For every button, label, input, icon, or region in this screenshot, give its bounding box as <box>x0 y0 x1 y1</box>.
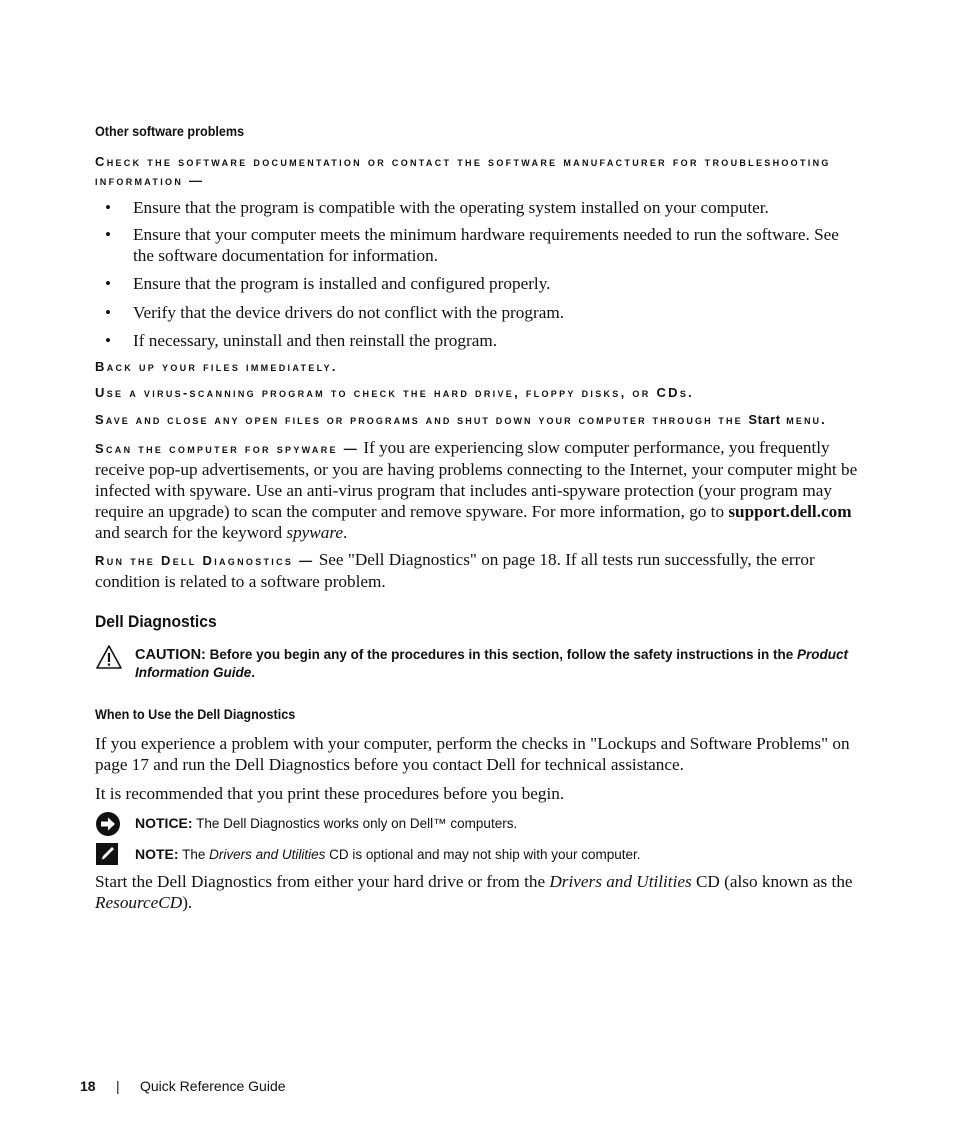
page-number: 18 <box>80 1078 96 1094</box>
diagnostics-intro-paragraph: If you experience a problem with your computer, perform the checks in "Lockups and Software Problems" on page 17 and run the Dell Diagnostics before you contact Dell for technical assistance. <box>95 734 850 774</box>
warning-triangle-icon <box>95 644 123 675</box>
save-close-heading: Save and close any open files or programs and shut down your computer through the Start menu. <box>95 412 827 427</box>
dell-diagnostics-heading: Dell Diagnostics <box>95 612 217 631</box>
start-diagnostics-paragraph: Start the Dell Diagnostics from either your hard drive or from the Drivers and Utilities CD (also known as the ResourceCD). <box>95 872 853 912</box>
footer-guide-title: Quick Reference Guide <box>140 1078 286 1094</box>
footer-separator: | <box>116 1078 120 1094</box>
bullet-icon: • <box>105 198 112 217</box>
backup-heading: Back up your files immediately. <box>95 359 338 374</box>
when-to-use-heading: When to Use the Dell Diagnostics <box>95 706 296 722</box>
run-diagnostics-paragraph: Run the Dell Diagnostics — See "Dell Diagnostics" on page 18. If all tests run successfully, the error condition is related to a software problem. <box>95 550 815 591</box>
print-procedures-paragraph: It is recommended that you print these procedures before you begin. <box>95 784 565 803</box>
bullet-icon: • <box>105 331 112 350</box>
bullet-icon: • <box>105 303 112 322</box>
notice-arrow-icon <box>95 811 121 842</box>
note-pencil-icon <box>95 842 119 871</box>
notice-note: NOTICE: The Dell Diagnostics works only on Dell™ computers. <box>135 815 518 831</box>
scan-spyware-paragraph: Scan the computer for spyware — If you are experiencing slow computer performance, you frequently receive pop-up advertisements, or you are having problems connecting to the Internet, your computer might be infected with spyware. Use an anti-virus program that includes anti-spyware protection (your program may require an upgrade) to scan the computer and remove spyware. For more information, go to support.dell.com and search for the keyword spyware. <box>95 438 858 542</box>
check-docs-heading: Check the software documentation or contact the software manufacturer for troubleshooting information — <box>95 154 831 188</box>
support-link: support.dell.com <box>728 502 852 521</box>
drivers-note: NOTE: The Drivers and Utilities CD is optional and may not ship with your computer. <box>135 846 641 862</box>
bullet-icon: • <box>105 274 112 293</box>
section-heading-other-software: Other software problems <box>95 123 245 139</box>
bullet-icon: • <box>105 225 112 244</box>
virus-scan-heading: Use a virus-scanning program to check the hard drive, floppy disks, or CDs. <box>95 385 695 400</box>
caution-note: CAUTION: Before you begin any of the procedures in this section, follow the safety instructions in the Product Information Guide. <box>135 647 849 680</box>
